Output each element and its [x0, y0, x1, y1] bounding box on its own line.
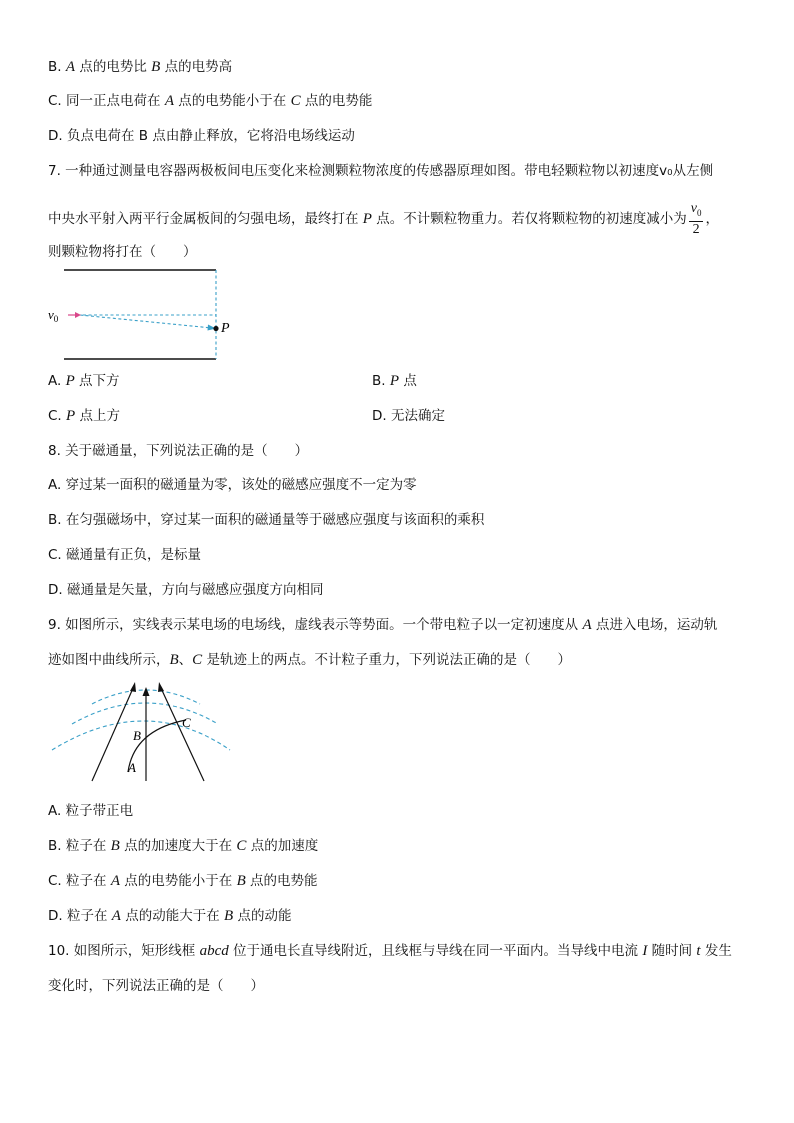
q9-option-c [48, 872, 318, 890]
equipotential-arc-3 [52, 721, 230, 750]
point-c: C [192, 652, 203, 668]
fraction-subscript: 0 [696, 207, 702, 218]
trajectory-dashed-line [80, 315, 212, 328]
point-a: A [582, 617, 592, 633]
field-line-middle-arrow-icon [143, 687, 150, 696]
q8-option-a: A. 穿过某一面积的磁通量为零，该处的磁感应强度不一定为零 [48, 477, 417, 493]
option-text: 点的电势能 [245, 873, 318, 889]
label-c: C [182, 715, 191, 730]
q10-stem-line2: 变化时，下列说法正确的是（ ） [48, 978, 264, 994]
point-b: B [169, 652, 179, 668]
option-text: 点的加速度 [246, 838, 319, 854]
option-text: 点上方 [75, 408, 120, 424]
q7-stem-line2 [48, 201, 719, 237]
q7-option-d: D. 无法确定 [372, 408, 445, 424]
v0-over-2-fraction [689, 201, 704, 237]
q6-option-c [48, 92, 372, 110]
q8-option-c: C. 磁通量有正负，是标量 [48, 547, 202, 563]
q9-stem-line2 [48, 651, 571, 669]
stem-text: 是轨迹上的两点。不计粒子重力，下列说法正确的是（ ） [202, 652, 571, 668]
q7-option-b [372, 372, 417, 390]
field-line-right-arrow-icon [158, 682, 164, 692]
q7-option-a [48, 372, 120, 390]
point-b: B [151, 59, 161, 75]
stem-text: 迹如图中曲线所示， [48, 652, 170, 668]
point-b: B [236, 873, 246, 889]
option-text: 点的电势比 [75, 59, 152, 75]
point-a: A [110, 873, 120, 889]
point-p: P [65, 373, 75, 389]
point-c: C [236, 838, 247, 854]
point-b: B [224, 908, 234, 924]
option-label: A. [48, 373, 66, 389]
option-text: 点的电势能小于在 [119, 873, 237, 889]
point-a: A [65, 59, 76, 75]
point-p: P [66, 408, 76, 424]
label-b: B [133, 728, 141, 743]
option-text: 点的电势能 [300, 93, 373, 109]
q6-option-d: D. 负点电荷在 B 点由静止释放，它将沿电场线运动 [48, 128, 355, 144]
stem-text: ， [705, 210, 719, 227]
point-p: P [362, 210, 372, 227]
q9-option-d [48, 907, 292, 925]
frame-abcd: abcd [199, 943, 229, 959]
option-text: C. 粒子在 [48, 873, 111, 889]
q9-option-a: A. 粒子带正电 [48, 803, 134, 819]
point-b: B [110, 838, 120, 854]
field-line-right [160, 686, 204, 781]
q8-option-d: D. 磁通量是矢量，方向与磁感应强度方向相同 [48, 582, 324, 598]
q7-stem-line3: 则颗粒物将打在（ ） [48, 244, 197, 260]
q8-stem: 8. 关于磁通量，下列说法正确的是（ ） [48, 443, 309, 459]
option-text: 点的动能大于在 [120, 908, 225, 924]
field-line-left-arrow-icon [130, 682, 136, 692]
label-a: A [128, 760, 136, 775]
point-a: A [111, 908, 121, 924]
stem-text: 发生 [700, 943, 732, 959]
stem-text: 随时间 [647, 943, 697, 959]
point-p-dot [213, 326, 218, 331]
q6-option-b [48, 58, 232, 76]
option-label: B. [372, 373, 390, 389]
v0-arrow-icon [75, 312, 81, 318]
q9-electric-field-figure [46, 678, 236, 786]
q8-option-b: B. 在匀强磁场中，穿过某一面积的磁通量等于磁感应强度与该面积的乘积 [48, 512, 485, 528]
current-i: I [642, 943, 648, 959]
q7-parallel-plates-figure [44, 264, 244, 362]
v0-label: $v_0$ [48, 307, 59, 324]
stem-text: 点。不计颗粒物重力。若仅将颗粒物的初速度减小为 [371, 210, 687, 227]
option-text: D. 粒子在 [48, 908, 112, 924]
option-text: 点的电势高 [160, 59, 233, 75]
option-text: 点下方 [74, 373, 120, 389]
option-text: 点的电势能小于在 [173, 93, 291, 109]
option-text: 点的动能 [233, 908, 292, 924]
stem-text: 点进入电场，运动轨 [591, 617, 718, 633]
q9-option-b [48, 837, 318, 855]
point-c: C [290, 93, 301, 109]
option-label: B. [48, 59, 66, 75]
point-a: A [164, 93, 174, 109]
option-text: B. 粒子在 [48, 838, 111, 854]
option-text: 点 [399, 373, 417, 389]
point-p: P [389, 373, 400, 389]
stem-text: 、 [178, 652, 193, 668]
q10-stem-line1 [48, 942, 732, 960]
stem-text: 10. 如图所示，矩形线框 [48, 943, 200, 959]
fraction-numerator: v [690, 201, 697, 216]
stem-text: 位于通电长直导线附近，且线框与导线在同一平面内。当导线中电流 [228, 943, 643, 959]
q7-stem-line1: 7. 一种通过测量电容器两极板间电压变化来检测颗粒物浓度的传感器原理如图。带电轻颗粒物以初速度v₀从左侧 [48, 163, 714, 179]
p-label: P [221, 321, 230, 336]
time-t: t [696, 943, 701, 959]
q7-option-c [48, 407, 120, 425]
q9-stem-line1 [48, 616, 717, 634]
option-text: C. 同一正点电荷在 [48, 93, 165, 109]
option-text: 点的加速度大于在 [119, 838, 237, 854]
stem-text: 中央水平射入两平行金属板间的匀强电场，最终打在 [48, 210, 363, 227]
option-label: C. [48, 408, 67, 424]
stem-text: 9. 如图所示，实线表示某电场的电场线，虚线表示等势面。一个带电粒子以一定初速度从 [48, 617, 583, 633]
fraction-denominator: 2 [692, 221, 700, 237]
